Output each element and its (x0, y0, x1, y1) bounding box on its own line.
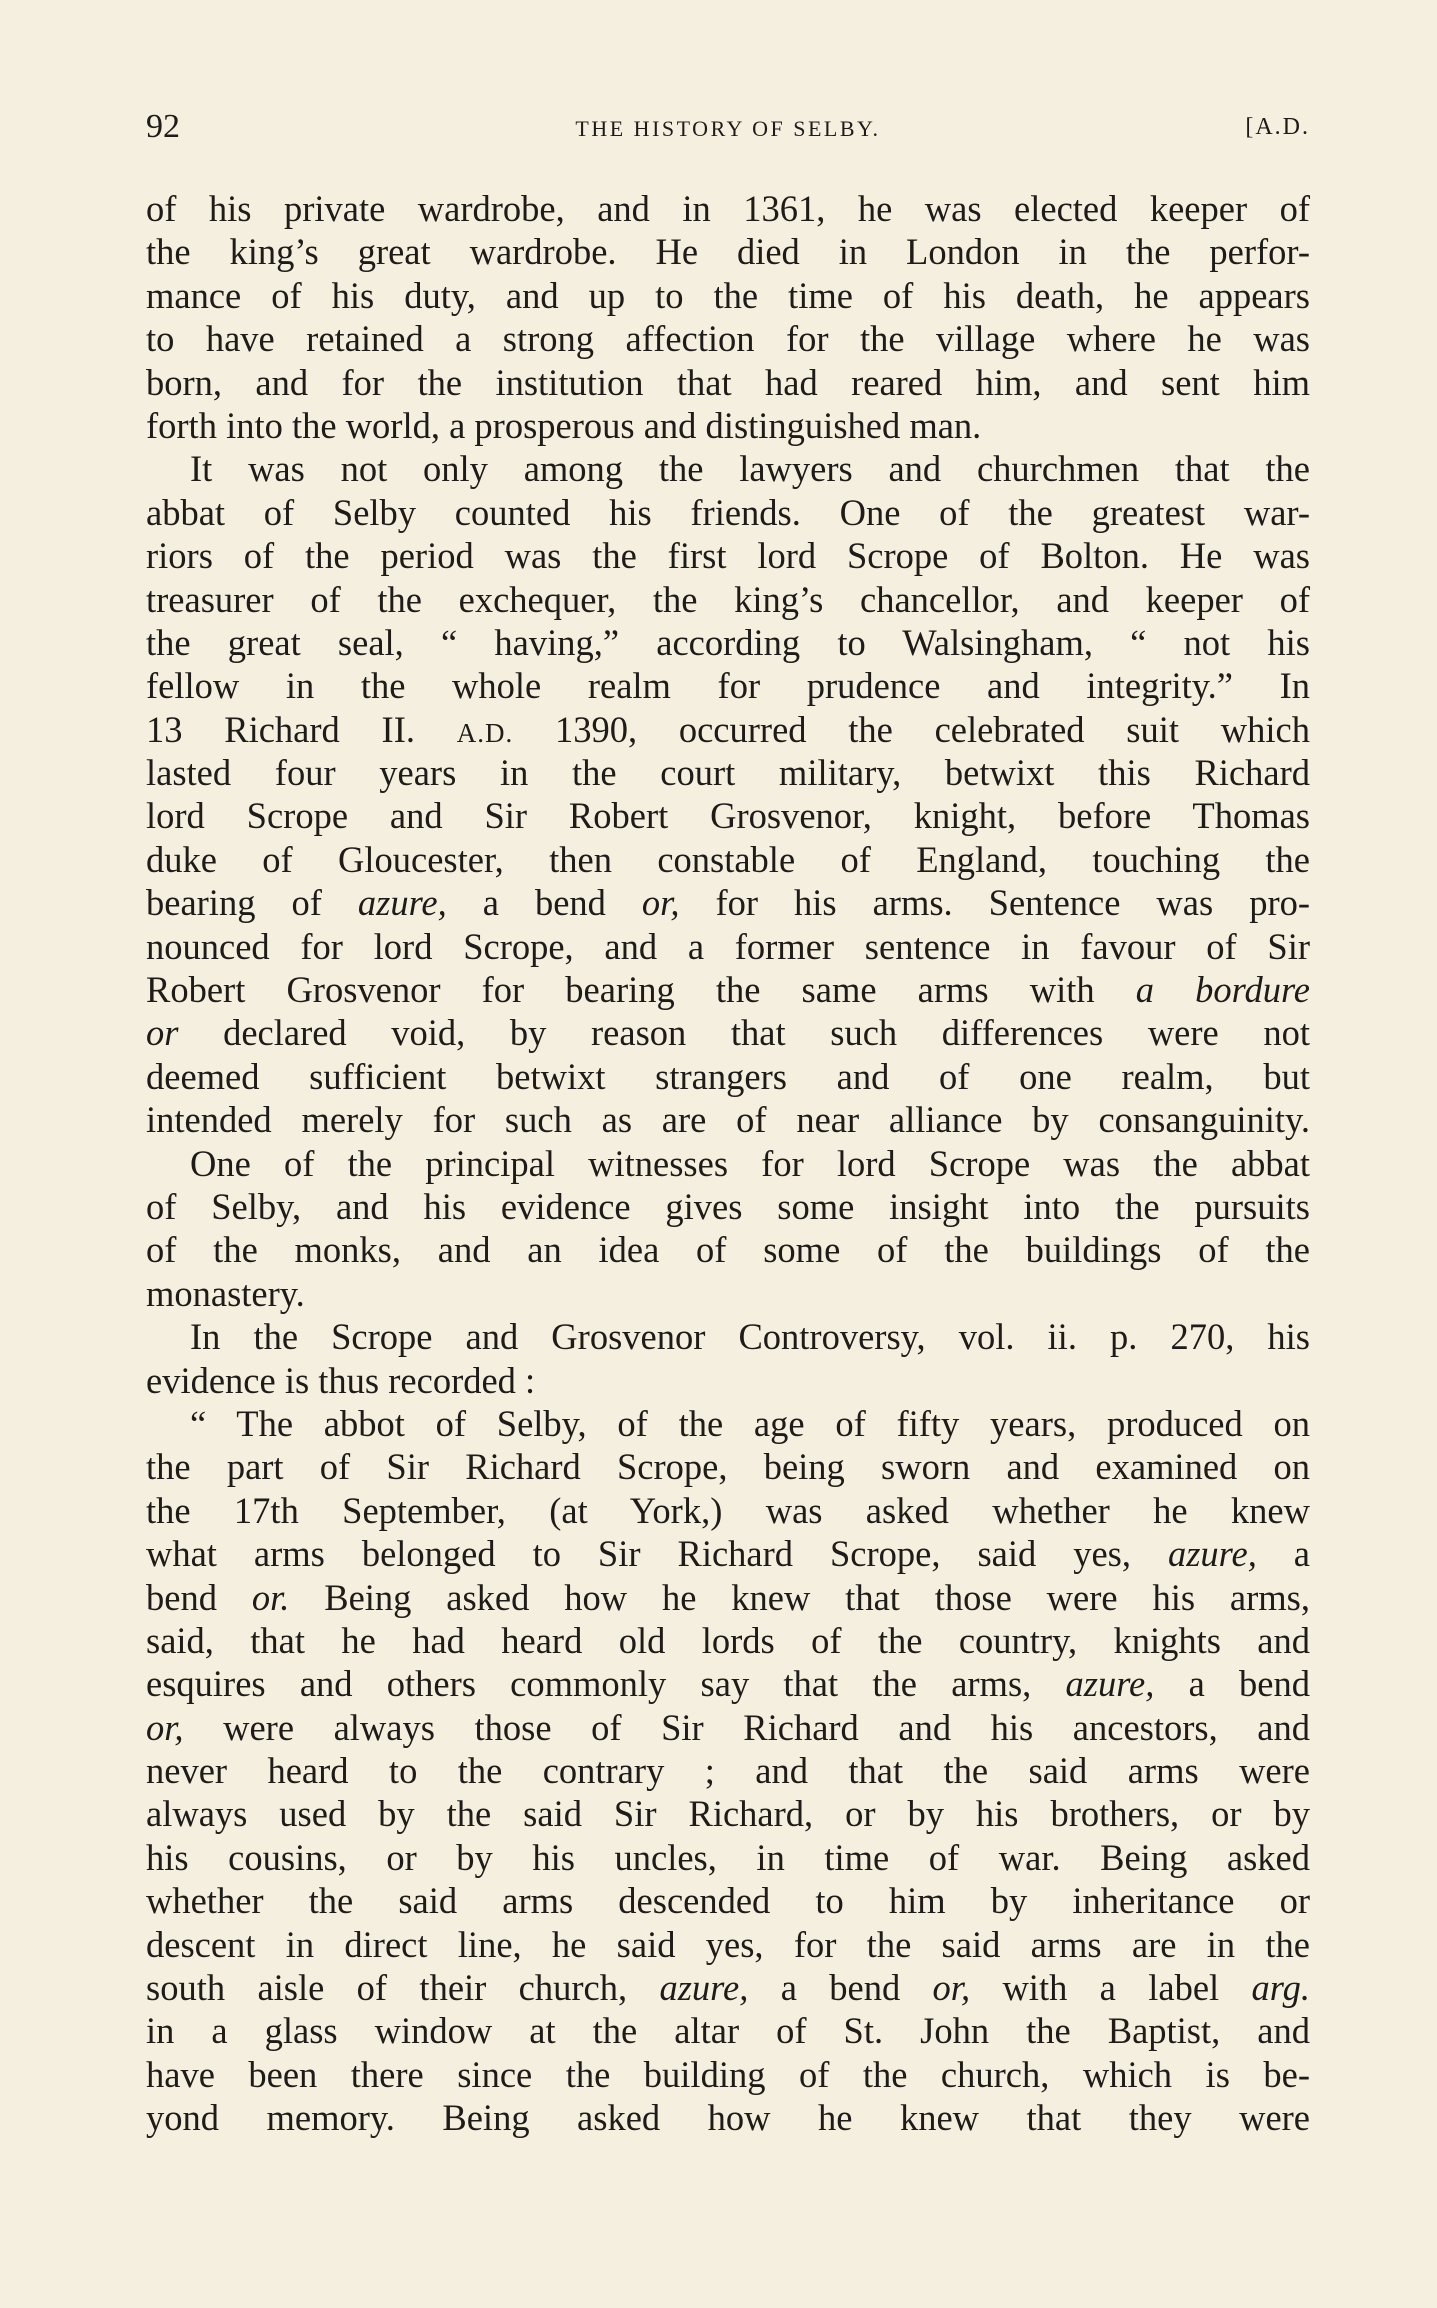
text-line: said, that he had heard old lords of the country, knights and (146, 1619, 1310, 1661)
text-run: south aisle of their church, (146, 1967, 660, 2009)
text-line: nounced for lord Scrope, and a former sentence in favour of Sir (146, 925, 1310, 967)
body-text (146, 187, 1310, 2140)
text-line: of the monks, and an idea of some of the buildings of the (146, 1229, 1310, 1271)
italic-run: or. (251, 1576, 290, 1618)
text-line: It was not only among the lawyers and churchmen that the (190, 448, 1310, 490)
italic-run: or, (146, 1706, 184, 1748)
text-run: with a label (970, 1967, 1252, 2009)
italic-run: azure, (357, 882, 447, 924)
text-run: Being asked how he knew that those were his arms, (289, 1576, 1310, 1618)
text-run: Robert Grosvenor for bearing the same arms with (146, 969, 1136, 1011)
text-line (146, 1662, 1310, 1705)
text-line: of his private wardrobe, and in 1361, he was elected keeper of (146, 188, 1310, 229)
italic-run: or, (641, 882, 680, 924)
text-line: “ The abbot of Selby, of the age of fifty years, produced on (190, 1402, 1310, 1444)
text-line: in a glass window at the altar of St. John the Baptist, and (146, 2010, 1310, 2052)
text-line: forth into the world, a prosperous and distinguished man. (146, 404, 982, 446)
italic-run: a bordure (1135, 969, 1310, 1011)
text-line: One of the principal witnesses for lord Scrope was the abbat (190, 1142, 1310, 1184)
text-run: bearing of (146, 882, 358, 924)
text-run: esquires and others commonly say that the arms, (146, 1663, 1066, 1705)
text-run: what arms belonged to Sir Richard Scrope, said yes, (146, 1533, 1168, 1575)
text-line: have been there since the building of the church, which is be- (146, 2053, 1310, 2095)
text-line: always used by the said Sir Richard, or by his brothers, or by (146, 1793, 1310, 1835)
text-line (146, 968, 1310, 1011)
text-line: the king’s great wardrobe. He died in London in the perfor- (146, 231, 1310, 273)
page-header (146, 103, 1310, 151)
text-line: to have retained a strong affection for the village where he was (146, 318, 1310, 360)
text-line (146, 1576, 1310, 1619)
text-line (146, 1011, 1310, 1054)
italic-run: azure, (659, 1967, 749, 2009)
running-title: THE HISTORY OF SELBY. (575, 116, 881, 141)
text-run: a bend (1154, 1663, 1310, 1705)
text-line: the part of Sir Richard Scrope, being sworn and examined on (146, 1446, 1310, 1488)
text-line (146, 881, 1310, 924)
page-number: 92 (146, 108, 180, 145)
text-run: a bend (446, 882, 642, 924)
text-line: lord Scrope and Sir Robert Grosvenor, knight, before Thomas (146, 795, 1310, 837)
italic-run: or, (932, 1967, 971, 2009)
text-run: 1390, occurred the celebrated suit which (513, 708, 1310, 750)
text-line: evidence is thus recorded : (146, 1359, 536, 1401)
text-run: 13 Richard II. (146, 708, 457, 750)
header-era-marker: [A.D. (1245, 114, 1310, 140)
text-line: of Selby, and his evidence gives some insight into the pursuits (146, 1185, 1310, 1227)
text-line (146, 1966, 1310, 2009)
text-line: lasted four years in the court military, betwixt this Richard (146, 752, 1310, 794)
text-run: declared void, by reason that such differences were not (178, 1012, 1310, 1054)
text-line: mance of his duty, and up to the time of his death, he appears (146, 274, 1310, 316)
text-line: intended merely for such as are of near alliance by consanguinity. (146, 1099, 1310, 1141)
text-line: whether the said arms descended to him by inheritance or (146, 1880, 1310, 1922)
text-run: a (1256, 1533, 1311, 1575)
text-line (146, 708, 1310, 751)
text-line: never heard to the contrary ; and that the said arms were (146, 1750, 1310, 1792)
italic-run: azure, (1065, 1663, 1155, 1705)
text-line: monastery. (146, 1272, 305, 1314)
text-line: fellow in the whole realm for prudence and integrity.” In (146, 665, 1310, 707)
text-line: deemed sufficient betwixt strangers and of one realm, but (146, 1055, 1310, 1097)
text-line: riors of the period was the first lord Scrope of Bolton. He was (146, 535, 1310, 577)
italic-run: azure, (1167, 1533, 1257, 1575)
text-line: born, and for the institution that had reared him, and sent him (146, 361, 1310, 403)
italic-run: arg. (1251, 1967, 1310, 2009)
text-line: the 17th September, (at York,) was asked whether he knew (146, 1489, 1310, 1531)
italic-run: or (146, 1012, 179, 1054)
text-line: yond memory. Being asked how he knew that they were (146, 2097, 1310, 2139)
small-caps-run: A.D. (456, 717, 514, 748)
text-line: his cousins, or by his uncles, in time of war. Being asked (146, 1836, 1310, 1878)
text-line: treasurer of the exchequer, the king’s chancellor, and keeper of (146, 578, 1310, 620)
text-run: for his arms. Sentence was pro- (679, 882, 1310, 924)
text-line (146, 1706, 1310, 1749)
text-run: a bend (748, 1967, 933, 2009)
text-line: duke of Gloucester, then constable of England, touching the (146, 838, 1310, 880)
text-line: the great seal, “ having,” according to Walsingham, “ not his (146, 621, 1310, 663)
text-run: bend (146, 1576, 252, 1618)
text-line: abbat of Selby counted his friends. One of the greatest war- (146, 491, 1310, 533)
text-line: In the Scrope and Grosvenor Controversy, vol. ii. p. 270, his (190, 1316, 1310, 1358)
text-run: were always those of Sir Richard and his ancestors, and (183, 1706, 1310, 1748)
text-line: descent in direct line, he said yes, for the said arms are in the (146, 1923, 1310, 1965)
text-line (146, 1532, 1310, 1575)
